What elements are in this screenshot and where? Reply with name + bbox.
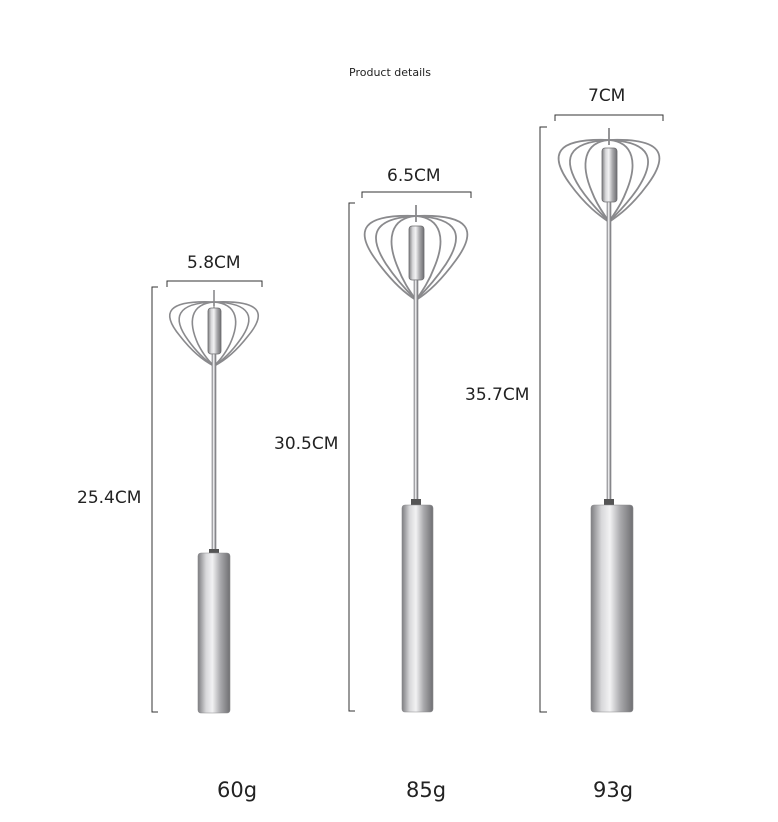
length-dimension-line — [540, 127, 547, 712]
weight-label-medium: 85g — [405, 778, 447, 802]
whisk-handle — [591, 505, 633, 712]
width-dimension-line — [167, 281, 262, 287]
whisk-spring — [602, 148, 617, 202]
whisk-shaft — [607, 202, 611, 504]
whisk-spring — [208, 308, 221, 354]
whisk-handle — [402, 505, 433, 712]
whisk-handle — [198, 553, 230, 713]
width-label-large: 7CM — [588, 86, 626, 106]
page-title: Product details — [349, 66, 431, 79]
length-label-small: 25.4CM — [77, 488, 142, 508]
width-label-medium: 6.5CM — [387, 166, 441, 186]
whisk-large — [540, 115, 663, 712]
length-label-medium: 30.5CM — [274, 434, 339, 454]
whisk-small — [152, 281, 262, 713]
whisk-shaft — [414, 280, 418, 504]
whisk-medium — [349, 192, 471, 712]
length-dimension-line — [349, 203, 355, 711]
width-label-small: 5.8CM — [187, 253, 241, 273]
whisk-shaft — [212, 354, 216, 554]
width-dimension-line — [362, 192, 471, 198]
length-label-large: 35.7CM — [465, 385, 530, 405]
weight-label-small: 60g — [216, 778, 258, 802]
width-dimension-line — [555, 115, 663, 121]
whisk-spring — [409, 226, 424, 280]
weight-label-large: 93g — [592, 778, 634, 802]
length-dimension-line — [152, 287, 158, 712]
